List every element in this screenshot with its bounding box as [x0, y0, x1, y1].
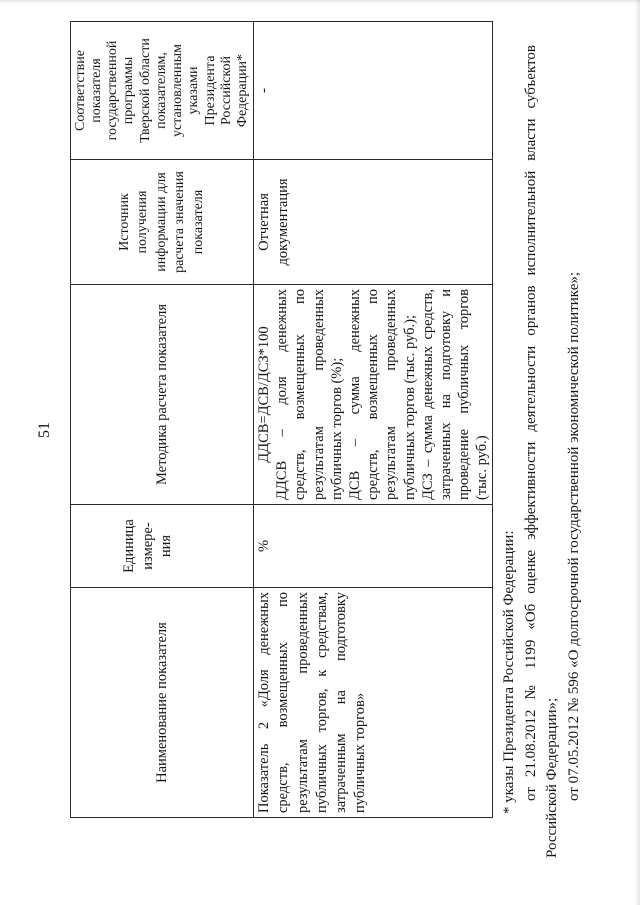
cell-method-text: результатам проведенных	[383, 289, 400, 500]
header-conformity-text: государственной	[105, 40, 121, 141]
cell-method-text: публичных торгов (%);	[328, 357, 345, 500]
header-conformity-text: Президента	[202, 55, 218, 126]
table-header-row	[71, 22, 254, 818]
header-unit-text: Единица	[121, 519, 138, 573]
header-indicator-name-text: Наименование показателя	[153, 622, 170, 783]
cell-conformity	[254, 22, 493, 160]
footnote-decree-1: Российской Федерации»;	[544, 697, 560, 858]
cell-indicator-name-text: затраченным на подготовку	[333, 592, 350, 813]
header-conformity-text: показателям,	[153, 52, 169, 129]
cell-indicator-name	[254, 588, 493, 818]
footnote-intro: * указы Президента Российской Федерации:	[501, 530, 517, 814]
cell-method-text: публичных торгов (тыс. руб.);	[401, 314, 418, 500]
header-conformity-text: Российской	[218, 56, 234, 125]
header-conformity-text: программы	[121, 56, 137, 125]
header-conformity	[71, 22, 254, 160]
cell-indicator-name-text: средств, возмещенных по	[275, 592, 292, 813]
header-unit-text: измере-	[139, 522, 156, 570]
cell-source-text: Отчетная	[256, 193, 272, 251]
header-conformity-text: Соответствие	[72, 50, 88, 131]
header-conformity-text: указами	[186, 66, 202, 115]
cell-method-formula: ДДСВ=ДСВ/ДСЗ*100	[256, 326, 272, 463]
cell-indicator-name-text: результатам проведенных	[294, 592, 311, 813]
header-unit	[71, 505, 254, 588]
table-row	[254, 22, 493, 818]
cell-unit-text: %	[256, 539, 272, 553]
cell-indicator-name-text: публичных торгов, к средствам,	[313, 592, 330, 813]
cell-method-text: затраченных на подготовку и	[438, 289, 455, 500]
page-number: 51	[36, 422, 53, 438]
footnote-decree-1: от 21.08.2012 № 1199 «Об оценке эффективности деятельности органов исполнительной власти субъектов	[522, 45, 539, 801]
header-conformity-text: Федерации*	[234, 53, 250, 128]
header-unit-text: ния	[158, 534, 175, 558]
cell-source-text: документация	[274, 178, 291, 266]
footnote	[499, 45, 585, 858]
cell-method-text: ДДСВ – доля денежных	[274, 289, 291, 500]
cell-method-text: средств, возмещенных по	[292, 289, 309, 500]
header-conformity-text: показателя	[89, 58, 105, 123]
cell-source	[254, 160, 493, 285]
header-indicator-name	[71, 588, 254, 818]
cell-unit	[254, 505, 493, 588]
cell-indicator-name-text: Показатель 2 «Доля денежных	[256, 592, 272, 813]
cell-method-text: ДСЗ – сумма денежных средств,	[419, 289, 436, 500]
cell-method	[254, 285, 493, 505]
header-source-text: получения	[135, 190, 151, 254]
cell-method-text: (тыс. руб.)	[474, 435, 491, 500]
footnote-decree-2: от 07.05.2012 № 596 «О долгосрочной государственной экономической политике»;	[565, 271, 582, 801]
header-source-text: информации для	[153, 172, 169, 272]
header-source-text: Источник	[116, 193, 132, 251]
cell-method-text: средств, возмещенных по	[365, 289, 382, 500]
header-conformity-text: установленным	[170, 43, 186, 138]
cell-method-text: ДСВ – сумма денежных	[347, 289, 364, 500]
header-source	[71, 160, 254, 285]
cell-method-text: проведение публичных торгов	[456, 289, 473, 500]
header-method	[71, 285, 254, 505]
header-source-text: расчета значения	[172, 171, 188, 273]
cell-method-text: результатам проведенных	[310, 289, 327, 500]
cell-conformity-text: -	[256, 88, 272, 93]
indicator-table	[70, 21, 493, 818]
header-method-text: Методика расчета показателя	[153, 304, 170, 486]
header-source-text: показателя	[190, 189, 206, 255]
header-conformity-text: Тверской области	[137, 38, 153, 143]
cell-indicator-name-text: публичных торгов»	[352, 692, 369, 813]
